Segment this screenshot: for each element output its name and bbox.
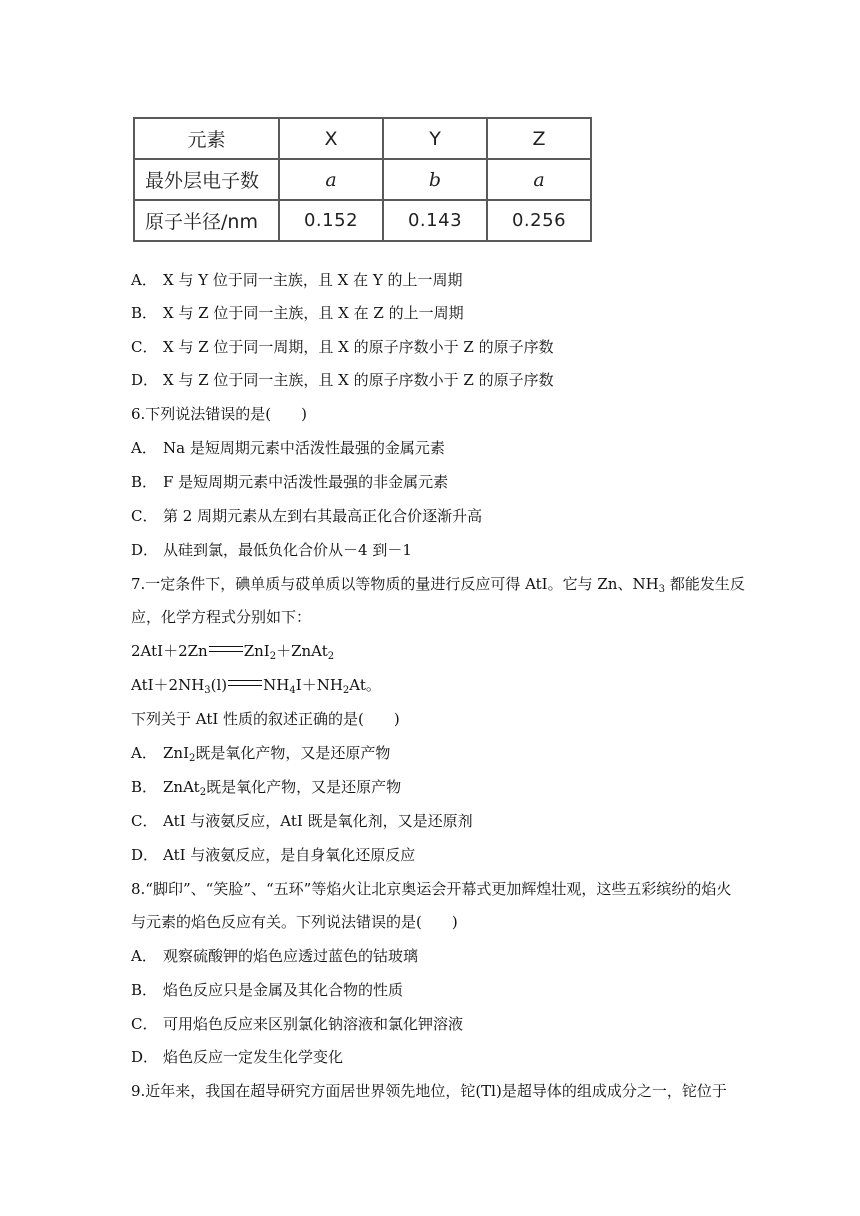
subscript: 2 (269, 651, 277, 662)
q7-stem-line1 (131, 574, 745, 600)
option-text: X 与 Z 位于同一主族，且 X 的原子序数小于 Z 的原子序数 (163, 371, 554, 389)
q7-option-a (131, 743, 390, 769)
table-cell: b (383, 159, 487, 200)
table-row (134, 159, 591, 200)
q7-equation-2 (131, 675, 381, 701)
option-label: C． (131, 812, 158, 830)
table-row-label: 原子半径/nm (134, 200, 279, 241)
table-header-cell: Z (487, 118, 591, 159)
option-text: 第 2 周期元素从左到右其最高正化合价逐渐升高 (163, 507, 483, 525)
option-text: 可用焰色反应来区别氯化钠溶液和氯化钾溶液 (163, 1015, 464, 1033)
q8-stem-line2: 与元素的焰色反应有关。下列说法错误的是( ) (131, 913, 458, 931)
option-text: F 是短周期元素中活泼性最强的非金属元素 (163, 473, 449, 491)
q6-option-c (131, 506, 482, 526)
q5-option-c (131, 337, 554, 357)
option-label: D． (131, 371, 159, 389)
q5-option-b (131, 303, 464, 323)
q6-stem: 6.下列说法错误的是( ) (131, 405, 308, 423)
option-text: 既是氧化产物，又是还原产物 (206, 778, 402, 796)
q7-option-c (131, 811, 473, 831)
eq-text: AtI＋2NH (131, 676, 205, 694)
option-text: X 与 Y 位于同一主族，且 X 在 Y 的上一周期 (163, 271, 463, 289)
q7-option-b (131, 777, 401, 803)
q8-option-d (131, 1047, 343, 1067)
option-formula: ZnAt (163, 778, 200, 796)
option-text: 观察硫酸钾的焰色应透过蓝色的钴玻璃 (163, 947, 419, 965)
q5-option-a (131, 270, 463, 290)
table-header-cell: 元素 (134, 118, 279, 159)
option-text: X 与 Z 位于同一主族，且 X 在 Z 的上一周期 (163, 304, 464, 322)
equals-sign (209, 646, 243, 652)
table-header-cell: X (279, 118, 383, 159)
q7-equation-1 (131, 641, 334, 667)
option-text: Na 是短周期元素中活泼性最强的金属元素 (163, 439, 445, 457)
table-row-label: 最外层电子数 (134, 159, 279, 200)
subscript: 2 (342, 685, 350, 696)
option-label: B． (131, 981, 158, 999)
option-text: 焰色反应只是金属及其化合物的性质 (163, 981, 404, 999)
stem-text: 都能发生反 (665, 575, 745, 593)
eq-text: At。 (349, 676, 381, 694)
option-label: B． (131, 473, 158, 491)
q7-question: 下列关于 AtI 性质的叙述正确的是( ) (131, 710, 400, 728)
table-cell: a (487, 159, 591, 200)
option-text: 从硅到氯，最低负化合价从－4 到－1 (163, 541, 412, 559)
q8-option-c (131, 1014, 463, 1034)
eq-text: ＋ZnAt (276, 642, 328, 660)
option-label: D． (131, 846, 159, 864)
table-cell: 0.256 (487, 200, 591, 241)
q6-option-b (131, 472, 448, 492)
q6-option-a (131, 438, 445, 458)
table-header-row (134, 118, 591, 159)
q8-option-b (131, 980, 403, 1000)
option-text: AtI 与液氨反应，AtI 既是氧化剂，又是还原剂 (163, 812, 473, 830)
option-label: D． (131, 1048, 159, 1066)
option-label: B． (131, 304, 158, 322)
table-cell: 0.152 (279, 200, 383, 241)
subscript: 3 (204, 685, 211, 696)
eq-text: 2AtI＋2Zn (131, 642, 208, 660)
subscript: 2 (199, 787, 207, 798)
element-table (133, 117, 592, 242)
eq-text: (l) (210, 676, 228, 694)
equals-sign (228, 680, 262, 686)
option-label: B． (131, 778, 158, 796)
stem-text: 7.一定条件下，碘单质与砹单质以等物质的量进行反应可得 AtI。它与 Zn、NH (131, 575, 659, 593)
eq-text: ZnI (243, 642, 270, 660)
option-label: A． (131, 439, 157, 457)
option-text: X 与 Z 位于同一周期，且 X 的原子序数小于 Z 的原子序数 (163, 338, 554, 356)
option-label: D． (131, 541, 159, 559)
q5-option-d (131, 370, 554, 390)
subscript: 4 (289, 685, 296, 696)
subscript: 3 (658, 584, 666, 595)
option-text: 焰色反应一定发生化学变化 (163, 1048, 344, 1066)
option-label: C． (131, 338, 158, 356)
q7-stem-line2: 应，化学方程式分别如下： (131, 608, 312, 626)
option-label: A． (131, 744, 157, 762)
option-label: C． (131, 507, 158, 525)
table-row (134, 200, 591, 241)
eq-text: I＋NH (295, 676, 343, 694)
option-label: A． (131, 947, 157, 965)
eq-text: NH (263, 676, 290, 694)
option-label: A． (131, 271, 157, 289)
option-formula: ZnI (163, 744, 190, 762)
q7-option-d (131, 845, 415, 865)
q6-option-d (131, 540, 412, 560)
subscript: 2 (327, 651, 335, 662)
table-cell: 0.143 (383, 200, 487, 241)
subscript: 2 (189, 753, 196, 764)
table-header-cell: Y (383, 118, 487, 159)
q8-stem-line1: 8.“脚印”、“笑脸”、“五环”等焰火让北京奥运会开幕式更加辉煌壮观，这些五彩缤纷的焰火 (131, 880, 732, 898)
table-cell: a (279, 159, 383, 200)
q8-option-a (131, 946, 418, 966)
option-text: AtI 与液氨反应，是自身氧化还原反应 (163, 846, 416, 864)
q9-stem-line1: 9.近年来，我国在超导研究方面居世界领先地位，铊(Tl)是超导体的组成成分之一，铊位于 (131, 1082, 727, 1100)
option-text: 既是氧化产物，又是还原产物 (195, 744, 391, 762)
option-label: C． (131, 1015, 158, 1033)
